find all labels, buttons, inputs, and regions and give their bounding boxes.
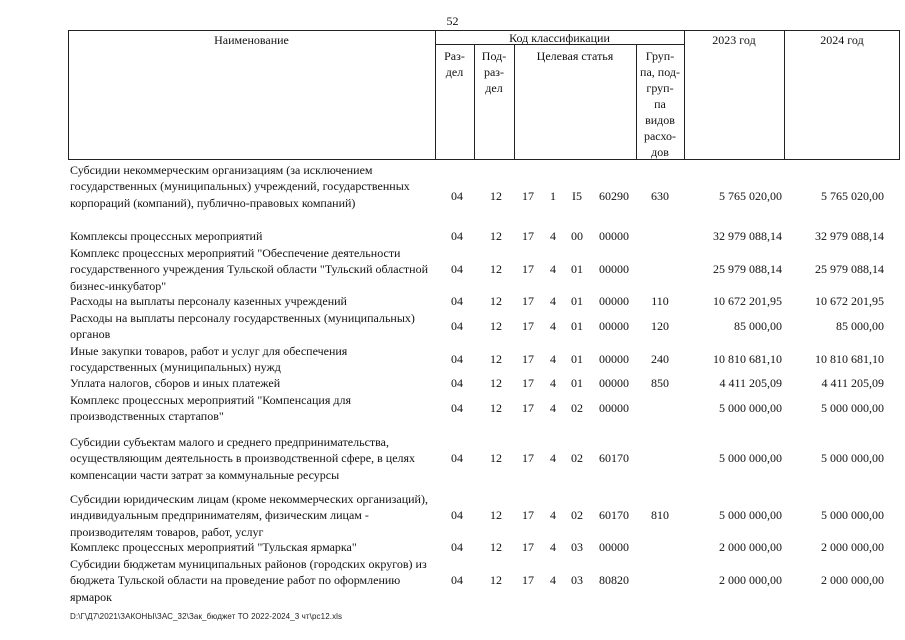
table-row <box>0 392 905 426</box>
cell-cs3: 03 <box>571 573 583 587</box>
header-gruppa-line: Груп- <box>645 49 675 63</box>
cell-cs4: 00000 <box>599 294 629 308</box>
cell-2023: 10 672 201,95 <box>713 294 782 308</box>
table-header <box>68 30 900 160</box>
cell-cs3: I5 <box>572 189 582 203</box>
cell-cs1: 17 <box>522 294 534 308</box>
cell-cs4: 00000 <box>599 376 629 390</box>
cell-razdel: 04 <box>451 352 463 366</box>
cell-podrazdel: 12 <box>490 352 502 366</box>
cell-2023: 85 000,00 <box>734 319 782 333</box>
cell-2023: 5 000 000,00 <box>719 508 782 522</box>
cell-cs4: 00000 <box>599 401 629 415</box>
header-razdel-line: Раз- <box>444 49 465 63</box>
cell-razdel: 04 <box>451 229 463 243</box>
cell-cs1: 17 <box>522 352 534 366</box>
cell-cs2: 4 <box>550 352 556 366</box>
cell-podrazdel: 12 <box>490 451 502 465</box>
cell-cs2: 4 <box>550 319 556 333</box>
cell-podrazdel: 12 <box>490 229 502 243</box>
cell-podrazdel: 12 <box>490 319 502 333</box>
table-row <box>0 539 905 556</box>
row-name: Комплексы процессных мероприятий <box>70 229 263 243</box>
header-razdel-line: дел <box>445 65 464 79</box>
cell-vid: 630 <box>651 189 669 203</box>
cell-cs4: 00000 <box>599 262 629 276</box>
cell-cs2: 4 <box>550 294 556 308</box>
row-name: Субсидии юридическим лицам (кроме некоммерческих организаций), индивидуальным предпринимателям, физическим лицам - производителям товаров, работ, услуг <box>70 492 428 539</box>
header-podrazdel-line: дел <box>485 81 503 95</box>
cell-cs4: 00000 <box>599 319 629 333</box>
cell-razdel: 04 <box>451 189 463 203</box>
row-name: Субсидии бюджетам муниципальных районов (городских округов) из бюджета Тульской области на проведение работ по оформлению ярмарок <box>70 557 427 604</box>
cell-2024: 10 810 681,10 <box>815 352 884 366</box>
header-podrazdel <box>474 48 514 96</box>
cell-podrazdel: 12 <box>490 189 502 203</box>
cell-cs4: 00000 <box>599 540 629 554</box>
cell-2024: 4 411 205,09 <box>821 376 884 390</box>
cell-2023: 32 979 088,14 <box>713 229 782 243</box>
cell-vid: 240 <box>651 352 669 366</box>
cell-razdel: 04 <box>451 294 463 308</box>
header-divider-code <box>684 30 685 160</box>
row-name: Комплекс процессных мероприятий "Тульская ярмарка" <box>70 540 357 554</box>
header-divider-year <box>784 30 785 160</box>
cell-cs4: 00000 <box>599 352 629 366</box>
header-name: Наименование <box>214 33 289 47</box>
header-year-2024: 2024 год <box>820 33 864 47</box>
cell-2024: 5 000 000,00 <box>821 508 884 522</box>
table-row <box>0 375 905 392</box>
cell-razdel: 04 <box>451 319 463 333</box>
cell-cs4: 60170 <box>599 451 629 465</box>
row-name: Иные закупки товаров, работ и услуг для обеспечения государственных (муниципальных) нужд <box>70 344 348 375</box>
cell-cs3: 02 <box>571 401 583 415</box>
cell-cs3: 01 <box>571 262 583 276</box>
cell-cs3: 02 <box>571 451 583 465</box>
cell-cs1: 17 <box>522 508 534 522</box>
table-row <box>0 434 905 484</box>
cell-razdel: 04 <box>451 540 463 554</box>
cell-2024: 32 979 088,14 <box>815 229 884 243</box>
header-gruppa-line: расхо- <box>643 129 677 143</box>
cell-cs2: 4 <box>550 573 556 587</box>
table-row <box>0 162 905 228</box>
cell-cs3: 01 <box>571 376 583 390</box>
header-celevaya: Целевая статья <box>536 49 614 63</box>
cell-cs2: 4 <box>550 376 556 390</box>
cell-podrazdel: 12 <box>490 508 502 522</box>
header-bottom-border <box>68 159 900 160</box>
cell-podrazdel: 12 <box>490 573 502 587</box>
cell-2023: 2 000 000,00 <box>719 573 782 587</box>
header-left-border <box>68 30 69 160</box>
cell-cs1: 17 <box>522 376 534 390</box>
row-name: Расходы на выплаты персоналу государственных (муниципальных) органов <box>70 311 415 342</box>
header-gruppa-line: па, под- <box>640 65 680 79</box>
row-name: Субсидии субъектам малого и среднего предпринимательства, осуществляющим деятельность в производственной сфере, в целях компенсации части затрат за коммунальные ресурсы <box>70 435 416 482</box>
cell-cs2: 4 <box>550 262 556 276</box>
cell-vid: 850 <box>651 376 669 390</box>
page-number: 52 <box>446 14 459 28</box>
row-name: Субсидии некоммерческим организациям (за исключением государственных (муниципальных) учреждений, государственных корпораций (компаний), публично-правовых компаний) <box>70 163 410 210</box>
row-name: Уплата налогов, сборов и иных платежей <box>70 376 281 390</box>
cell-vid: 110 <box>651 294 669 308</box>
table-row <box>0 310 905 344</box>
table-row <box>0 491 905 541</box>
cell-cs4: 80820 <box>599 573 629 587</box>
cell-2024: 25 979 088,14 <box>815 262 884 276</box>
table-row <box>0 556 905 606</box>
cell-2023: 4 411 205,09 <box>719 376 782 390</box>
cell-podrazdel: 12 <box>490 262 502 276</box>
header-gruppa-line: груп- <box>646 81 674 95</box>
cell-2023: 5 765 020,00 <box>719 189 782 203</box>
header-podrazdel-line: раз- <box>483 65 505 79</box>
cell-razdel: 04 <box>451 573 463 587</box>
cell-cs1: 17 <box>522 229 534 243</box>
table-row <box>0 293 905 310</box>
table-row <box>0 228 905 245</box>
table-row <box>0 245 905 295</box>
header-year-2023: 2023 год <box>712 33 756 47</box>
row-name: Расходы на выплаты персоналу казенных учреждений <box>70 294 347 308</box>
cell-cs4: 60290 <box>599 189 629 203</box>
cell-cs1: 17 <box>522 573 534 587</box>
cell-vid: 120 <box>651 319 669 333</box>
header-gruppa-line: видов <box>645 113 675 127</box>
row-name: Комплекс процессных мероприятий "Обеспечение деятельности государственного учреждения Тульской области "Тульский областной бизнес-инкубатор" <box>70 246 429 293</box>
header-gruppa-line: дов <box>651 145 669 159</box>
cell-2023: 10 810 681,10 <box>713 352 782 366</box>
cell-cs1: 17 <box>522 451 534 465</box>
header-gruppa-line: па <box>654 97 666 111</box>
cell-2024: 85 000,00 <box>836 319 884 333</box>
cell-cs1: 17 <box>522 540 534 554</box>
cell-cs1: 17 <box>522 401 534 415</box>
cell-vid: 810 <box>651 508 669 522</box>
header-podrazdel-line: Под- <box>481 49 507 63</box>
cell-razdel: 04 <box>451 451 463 465</box>
cell-razdel: 04 <box>451 376 463 390</box>
cell-podrazdel: 12 <box>490 401 502 415</box>
cell-cs4: 60170 <box>599 508 629 522</box>
cell-cs2: 4 <box>550 229 556 243</box>
cell-2024: 2 000 000,00 <box>821 540 884 554</box>
cell-2023: 2 000 000,00 <box>719 540 782 554</box>
header-gruppa <box>636 48 684 160</box>
cell-razdel: 04 <box>451 401 463 415</box>
cell-2024: 2 000 000,00 <box>821 573 884 587</box>
header-right-border <box>899 30 900 160</box>
cell-cs2: 4 <box>550 401 556 415</box>
cell-cs3: 02 <box>571 508 583 522</box>
cell-podrazdel: 12 <box>490 540 502 554</box>
cell-razdel: 04 <box>451 262 463 276</box>
cell-cs3: 03 <box>571 540 583 554</box>
cell-2024: 10 672 201,95 <box>815 294 884 308</box>
cell-razdel: 04 <box>451 508 463 522</box>
cell-cs3: 01 <box>571 352 583 366</box>
cell-2024: 5 000 000,00 <box>821 451 884 465</box>
cell-cs2: 4 <box>550 508 556 522</box>
cell-2023: 5 000 000,00 <box>719 401 782 415</box>
cell-cs2: 4 <box>550 451 556 465</box>
cell-cs3: 01 <box>571 294 583 308</box>
cell-cs4: 00000 <box>599 229 629 243</box>
header-razdel <box>435 48 474 80</box>
cell-cs2: 4 <box>550 540 556 554</box>
cell-2023: 5 000 000,00 <box>719 451 782 465</box>
cell-2023: 25 979 088,14 <box>713 262 782 276</box>
cell-cs3: 01 <box>571 319 583 333</box>
cell-cs1: 17 <box>522 189 534 203</box>
table-row <box>0 343 905 377</box>
cell-cs3: 00 <box>571 229 583 243</box>
cell-podrazdel: 12 <box>490 376 502 390</box>
cell-cs2: 1 <box>550 189 556 203</box>
cell-podrazdel: 12 <box>490 294 502 308</box>
cell-2024: 5 765 020,00 <box>821 189 884 203</box>
file-path-footer: D:\Г\Д7\2021\ЗАКОНЫ\ЗАС_32\Зак_бюджет ТО 2022-2024_3 чт\рс12.xls <box>70 612 343 621</box>
row-name: Комплекс процессных мероприятий "Компенсация для производственных стартапов" <box>70 393 351 424</box>
header-code: Код классификации <box>509 31 610 45</box>
cell-cs1: 17 <box>522 262 534 276</box>
cell-2024: 5 000 000,00 <box>821 401 884 415</box>
cell-cs1: 17 <box>522 319 534 333</box>
